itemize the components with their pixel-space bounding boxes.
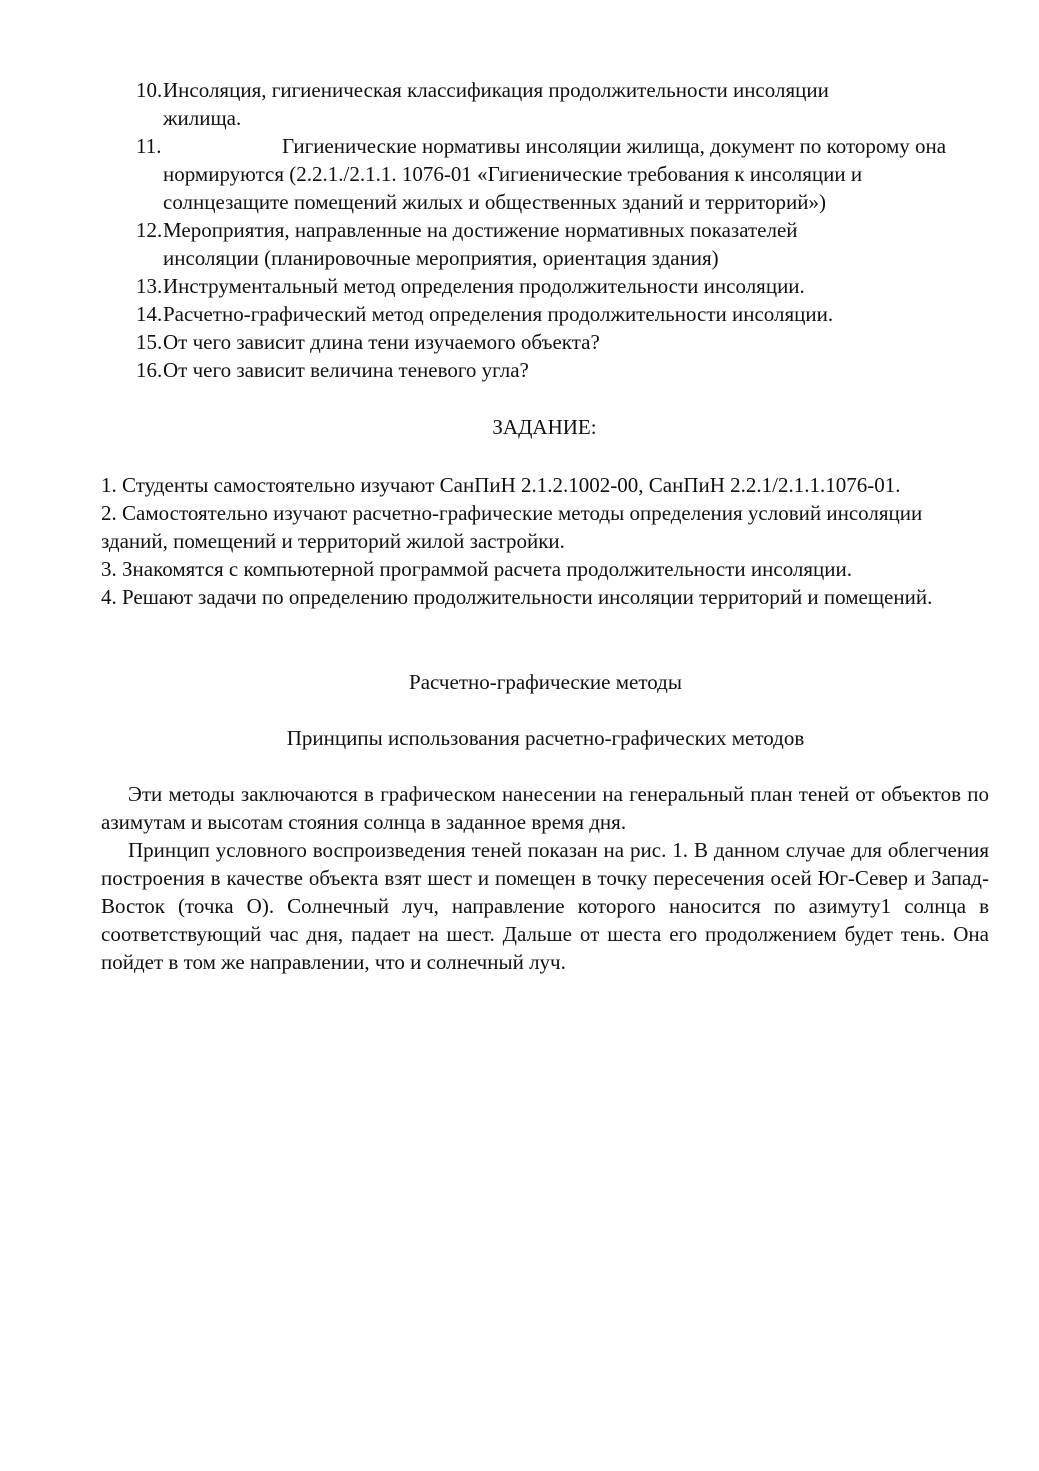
list-item [136, 356, 1039, 384]
list-item-number: 14. [136, 302, 163, 326]
list-item [136, 272, 1039, 300]
task-heading: ЗАДАНИЕ: [492, 415, 597, 439]
task-item: 4. Решают задачи по определению продолжительности инсоляции территорий и помещений. [101, 585, 933, 609]
tasks-list [101, 471, 991, 611]
list-item-text: Инсоляция, гигиеническая классификация продолжительности инсоляции [163, 78, 829, 102]
list-item-text: Мероприятия, направленные на достижение нормативных показателей [163, 218, 798, 242]
list-item-text: Расчетно-графический метод определения продолжительности инсоляции. [163, 302, 834, 326]
list-item-text: От чего зависит длина тени изучаемого объекта? [163, 330, 600, 354]
list-item [136, 76, 1039, 132]
list-item-text: нормируются (2.2.1./2.1.1. 1076-01 «Гигиенические требования к инсоляции и [163, 162, 863, 186]
list-item [136, 328, 1039, 356]
methods-heading: Расчетно-графические методы [409, 670, 682, 694]
list-item [136, 300, 1039, 328]
principles-heading: Принципы использования расчетно-графических методов [286, 726, 805, 750]
list-item [136, 216, 1039, 272]
body-text [101, 780, 989, 976]
list-item-number: 10. [136, 78, 163, 102]
task-item: 1. Студенты самостоятельно изучают СанПиН 2.1.2.1002-00, СанПиН 2.2.1/2.1.1.1076-01. [101, 473, 901, 497]
list-item-text: Гигиенические нормативы инсоляции жилища, документ по которому она [282, 134, 947, 158]
list-item-number: 15. [136, 330, 163, 354]
list-item-number: 12. [136, 218, 163, 242]
list-item-number: 16. [136, 358, 163, 382]
list-item-number: 11. [136, 134, 162, 158]
questions-list [136, 76, 1039, 384]
list-item-text: жилища. [163, 106, 242, 130]
task-item: 2. Самостоятельно изучают расчетно-графические методы определения условий инсоляции зданий, помещений и территорий жилой застройки. [101, 501, 923, 553]
list-item-text: От чего зависит величина теневого угла? [163, 358, 529, 382]
paragraph: Эти методы заключаются в графическом нанесении на генеральный план теней от объектов по азимутам и высотам стояния солнца в заданное время дня. [101, 782, 989, 834]
list-item-text: солнцезащите помещений жилых и общественных зданий и территорий») [163, 190, 826, 214]
list-item-number: 13. [136, 274, 163, 298]
list-item-text: инсоляции (планировочные мероприятия, ориентация здания) [163, 246, 719, 270]
list-item [136, 132, 1039, 216]
list-item-text: Инструментальный метод определения продолжительности инсоляции. [163, 274, 805, 298]
paragraph: Принцип условного воспроизведения теней показан на рис. 1. В данном случае для облегчения построения в качестве объекта взят шест и помещен в точку пересечения осей Юг-Север и Запад-Восток (точка О). Солнечный луч, направление которого наносится по азимуту1 солнца в соответствующий час дня, падает на шест. Дальше от шеста его продолжением будет тень. Она пойдет в том же направлении, что и солнечный луч. [101, 838, 989, 974]
task-item: 3. Знакомятся с компьютерной программой расчета продолжительности инсоляции. [101, 557, 853, 581]
